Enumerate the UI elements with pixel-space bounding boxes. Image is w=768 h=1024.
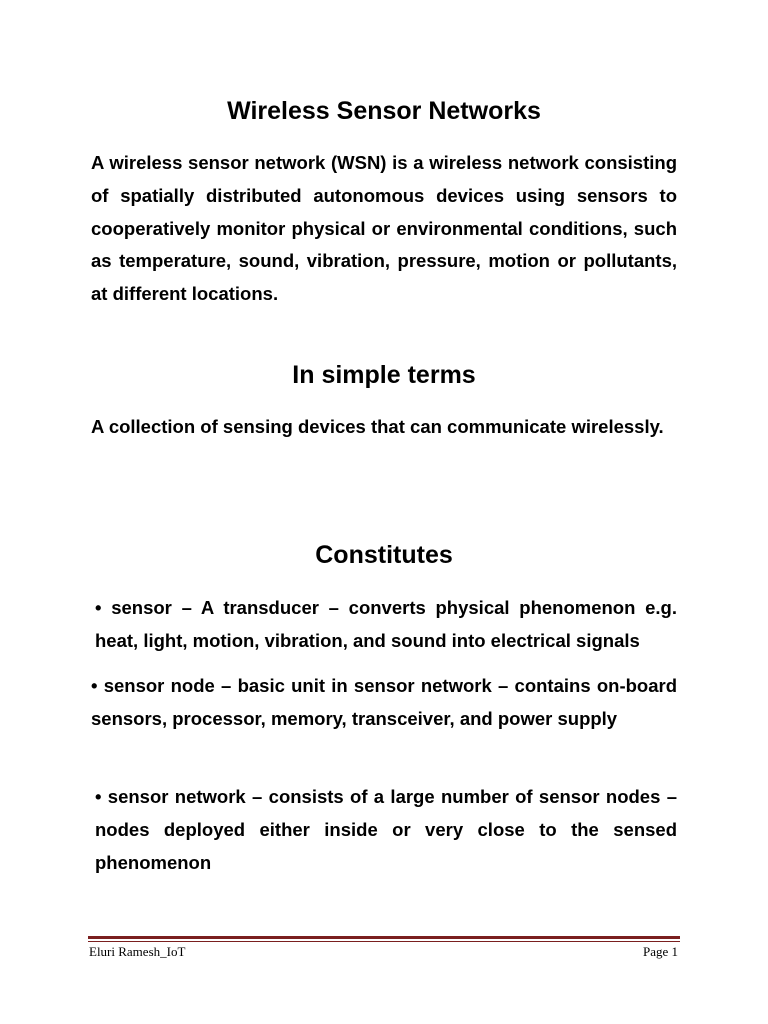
footer-author: Eluri Ramesh_IoT xyxy=(89,944,186,959)
section-heading-simple-terms: In simple terms xyxy=(292,361,476,389)
section-heading-constitutes: Constitutes xyxy=(315,541,453,569)
simple-terms-paragraph: A collection of sensing devices that can communicate wirelessly. xyxy=(91,416,664,437)
footer-divider-thin xyxy=(88,941,680,942)
bullet-sensor-network: • sensor network – consists of a large number of sensor nodes – nodes deployed either inside or very close to the sensed phenomenon xyxy=(95,786,677,873)
page-title: Wireless Sensor Networks xyxy=(227,97,541,125)
intro-paragraph: A wireless sensor network (WSN) is a wireless network consisting of spatially distributed autonomous devices using sensors to cooperatively monitor physical or environmental conditions, such as temperature, sound, vibration, pressure, motion or pollutants, at different locations. xyxy=(91,152,677,305)
bullet-sensor: • sensor – A transducer – converts physical phenomenon e.g. heat, light, motion, vibration, and sound into electrical signals xyxy=(95,597,677,651)
footer-page-number: Page 1 xyxy=(642,944,678,959)
footer-divider xyxy=(88,936,680,939)
bullet-sensor-node: • sensor node – basic unit in sensor network – contains on-board sensors, processor, memory, transceiver, and power supply xyxy=(91,675,677,729)
